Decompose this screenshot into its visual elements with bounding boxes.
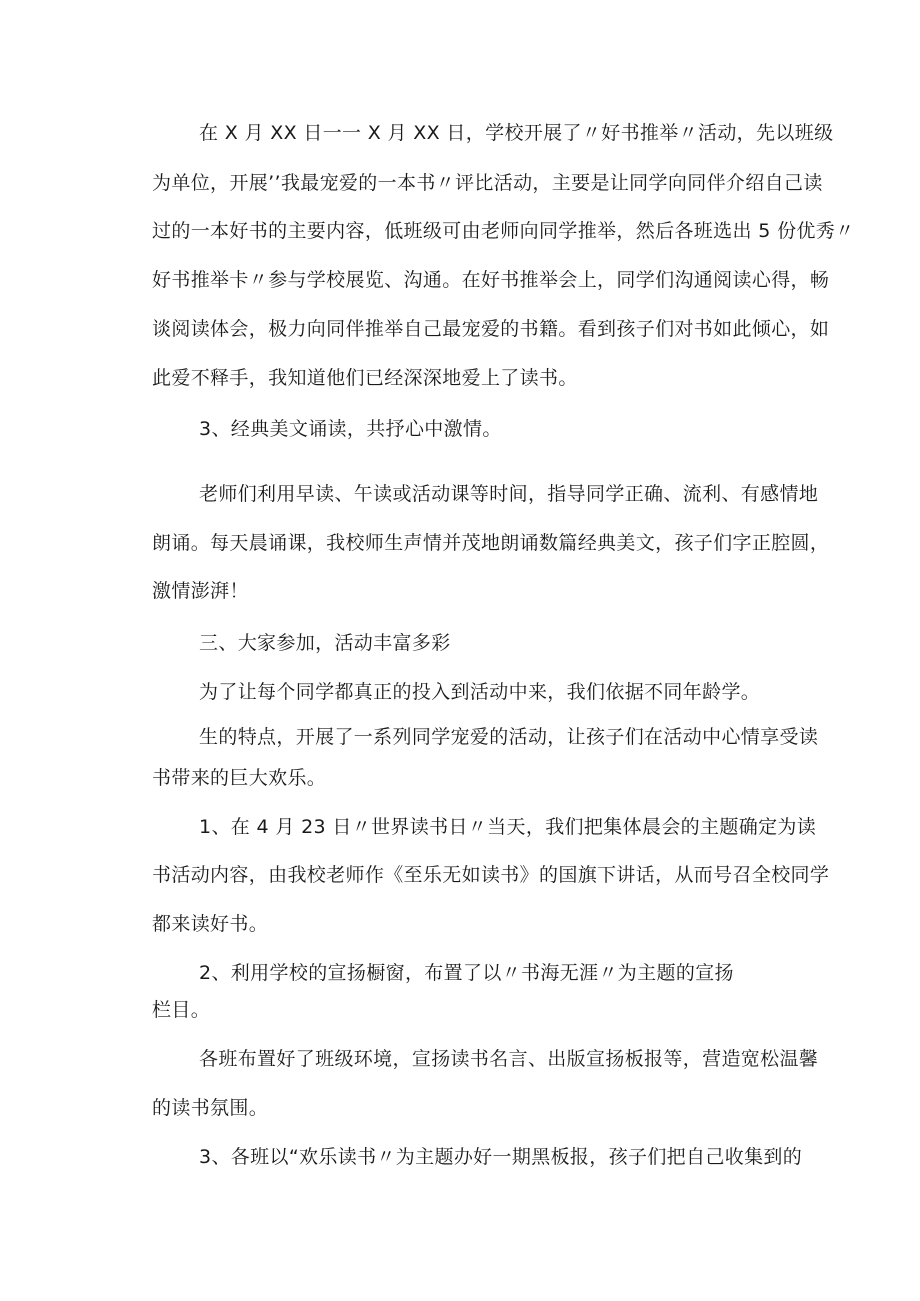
text-line: 2、利用学校的宣扬橱窗，布置了以〃书海无涯〃为主题的宣扬 <box>199 962 734 984</box>
text-line: 书活动内容，由我校老师作《至乐无如读书》的国旗下讲话，从而号召全校同学 <box>152 864 830 886</box>
text-line: 朗诵。每天晨诵课，我校师生声情并茂地朗诵数篇经典美文，孩子们字正腔圆， <box>152 532 830 554</box>
text-line: 1、在 4 月 23 日〃世界读书日〃当天，我们把集体晨会的主题确定为读 <box>199 816 817 838</box>
text-line: 各班布置好了班级环境，宣扬读书名言、出版宣扬板报等，营造宽松温馨 <box>199 1048 819 1070</box>
text-line: 过的一本好书的主要内容，低班级可由老师向同学推举，然后各班选出 5 份优秀〃 <box>152 220 855 242</box>
text-line: 栏目。 <box>152 999 211 1021</box>
text-line: 老师们利用早读、午读或活动课等时间，指导同学正确、流利、有感情地 <box>199 483 819 505</box>
text-line: 在 X 月 XX 日一一 X 月 XX 日，学校开展了〃好书推举〃活动，先以班级 <box>199 122 834 144</box>
text-line: 书带来的巨大欢乐。 <box>152 767 327 789</box>
section-heading: 三、大家参加，活动丰富多彩 <box>199 632 451 654</box>
text-line: 为单位，开展’’我最宠爱的一本书〃评比活动，主要是让同学向同伴介绍自己读 <box>152 172 823 194</box>
section-heading: 3、经典美文诵读，共抒心中激情。 <box>199 418 502 440</box>
text-line: 生的特点，开展了一系列同学宠爱的活动，让孩子们在活动中心情享受读 <box>199 726 819 748</box>
text-line: 都来读好书。 <box>152 913 269 935</box>
text-line: 3、各班以“欢乐读书〃为主题办好一期黑板报，孩子们把自己收集到的 <box>199 1146 803 1168</box>
text-line: 为了让每个同学都真正的投入到活动中来，我们依据不同年龄学。 <box>199 681 761 703</box>
text-line: 此爱不释手，我知道他们已经深深地爱上了读书。 <box>152 367 578 389</box>
text-line: 激情澎湃！ <box>152 580 249 602</box>
text-line: 谈阅读体会，极力向同伴推举自己最宠爱的书籍。看到孩子们对书如此倾心，如 <box>152 318 830 340</box>
text-line: 的读书氛围。 <box>152 1097 269 1119</box>
text-line: 好书推举卡〃参与学校展览、沟通。在好书推举会上，同学们沟通阅读心得，畅 <box>152 269 830 291</box>
